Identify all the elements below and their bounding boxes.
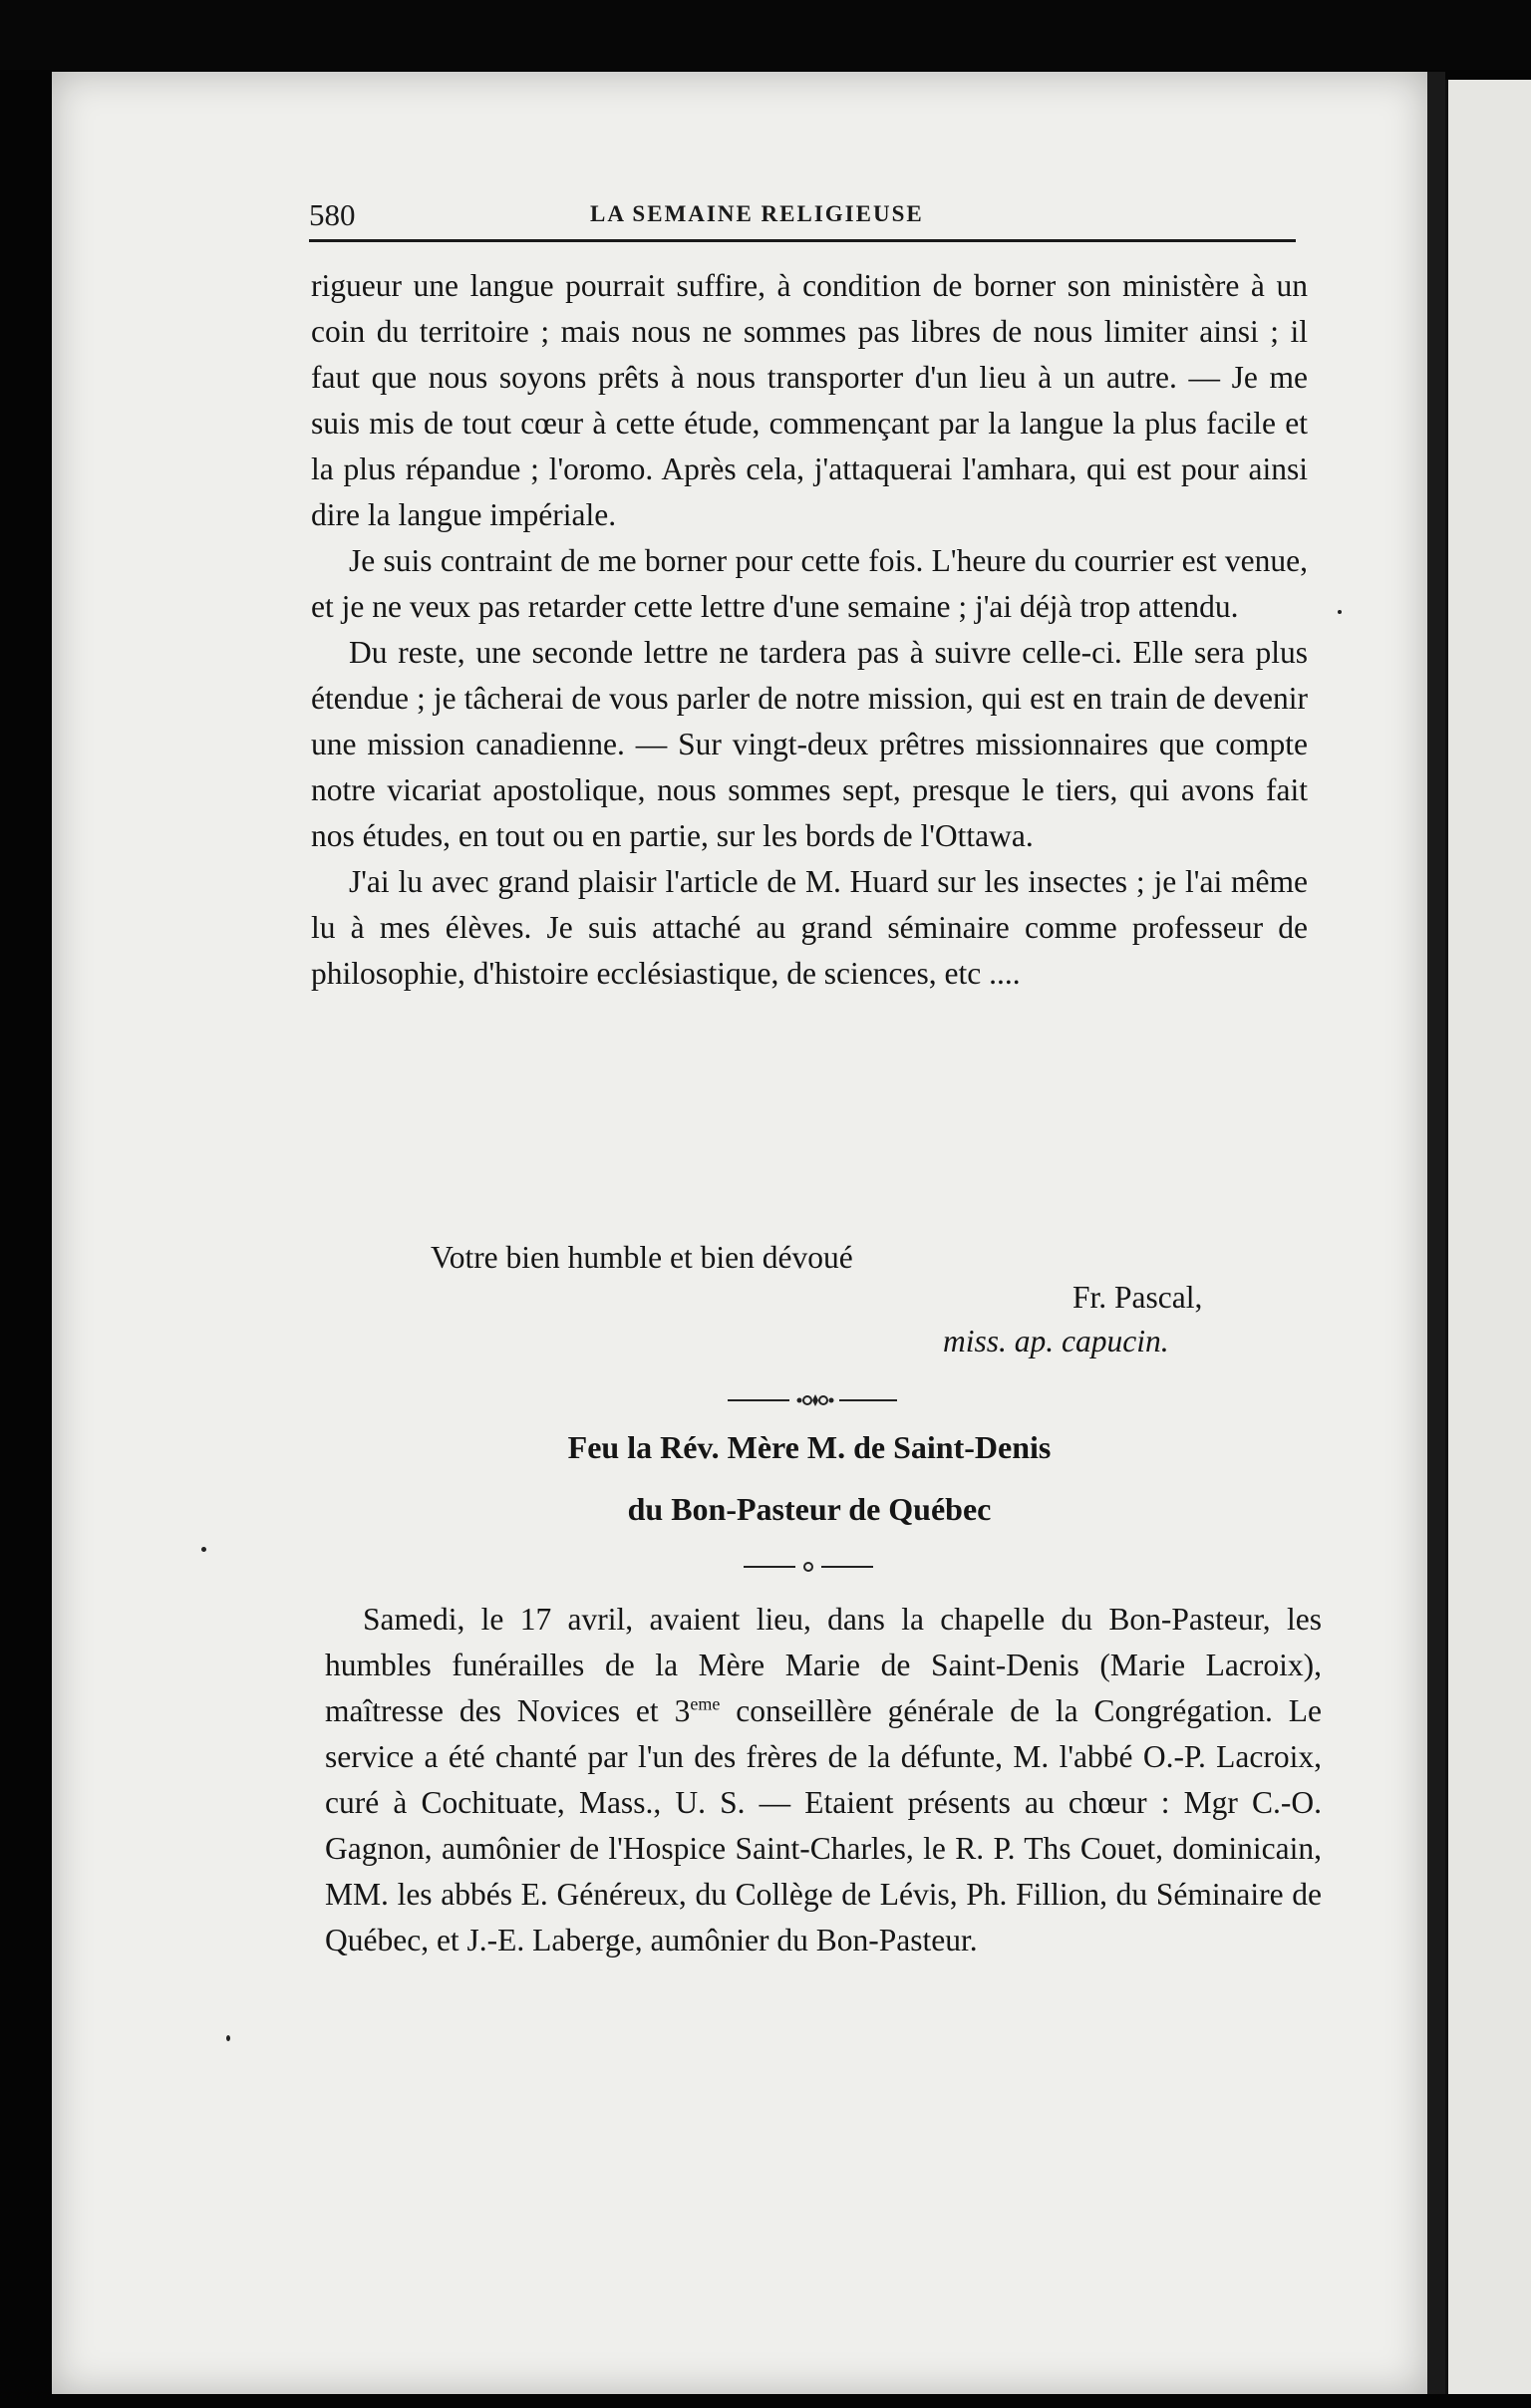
letter-closing: Votre bien humble et bien dévoué	[431, 1240, 853, 1275]
article-body	[325, 1597, 1322, 1963]
scan-speck	[226, 2035, 230, 2041]
page-gutter-shadow	[1427, 72, 1445, 2394]
letter-paragraph: rigueur une langue pourrait suffire, à condition de borner son ministère à un coin du territoire ; mais nous ne sommes pas libres de nous limiter ainsi ; il faut que nous soyons prêts à nous transporter d'un lieu à un autre. — Je me suis mis de tout cœur à cette étude, commençant par la langue la plus facile et la plus répandue ; l'oromo. Après cela, j'attaquerai l'amhara, qui est pour ainsi dire la langue impériale.	[311, 268, 1308, 532]
scan-speck	[201, 1547, 206, 1552]
section-ornament	[728, 1385, 897, 1415]
signature-title: miss. ap. capucin.	[943, 1324, 1169, 1358]
article-paragraph	[325, 1597, 1322, 1963]
letter-paragraph: J'ai lu avec grand plaisir l'article de M. Huard sur les insectes ; je l'ai même lu à mes élèves. Je suis attaché au grand séminaire comme professeur de philosophie, d'histoire ecclésiastique, de sciences, etc ....	[311, 864, 1308, 991]
letter-paragraph: Je suis contraint de me borner pour cette fois. L'heure du courrier est venue, et je ne veux pas retarder cette lettre d'une semaine ; j'ai déjà trop attendu.	[311, 543, 1308, 624]
adjacent-page-edge	[1445, 80, 1531, 2394]
header-rule	[309, 239, 1296, 242]
page-number: 580	[309, 197, 356, 232]
article-heading-line-2: du Bon-Pasteur de Québec	[627, 1491, 992, 1527]
article-text-part-2: conseillère générale de la Congrégation. Le service a été chanté par l'un des frères de la défunte, M. l'abbé O.-P. Lacroix, curé à Cochituate, Mass., U. S. — Etaient présents au chœur : Mgr C.-O. Gagnon, aumônier de l'Hospice Saint-Charles, le R. P. Ths Couet, dominicain, MM. les abbés E. Généreux, du Collège de Lévis, Ph. Fillion, du Séminaire de Québec, et J.-E. Laberge, aumônier du Bon-Pasteur.	[325, 1693, 1322, 1957]
letter-body	[311, 263, 1308, 997]
signature-name: Fr. Pascal,	[1072, 1280, 1203, 1315]
scan-speck	[1338, 610, 1342, 614]
heading-divider	[744, 1555, 873, 1579]
article-text-part-1: Samedi, le 17 avril, avaient lieu, dans la chapelle du Bon-Pasteur, les humbles funérailles de la Mère Marie de Saint-Denis (Marie Lacroix), maîtresse des Novices et 3	[325, 1602, 1322, 1728]
article-heading-line-1: Feu la Rév. Mère M. de Saint-Denis	[567, 1429, 1052, 1465]
journal-title: LA SEMAINE RELIGIEUSE	[590, 201, 924, 226]
ordinal-superscript: eme	[690, 1693, 721, 1714]
letter-paragraph: Du reste, une seconde lettre ne tardera pas à suivre celle-ci. Elle sera plus étendue ; je tâcherai de vous parler de notre mission, qui est en train de devenir une mission canadienne. — Sur vingt-deux prêtres missionnaires que compte notre vicariat apostolique, nous sommes sept, presque le tiers, qui avons fait nos études, en tout ou en partie, sur les bords de l'Ottawa.	[311, 635, 1308, 853]
scan-border-top	[0, 0, 1531, 70]
